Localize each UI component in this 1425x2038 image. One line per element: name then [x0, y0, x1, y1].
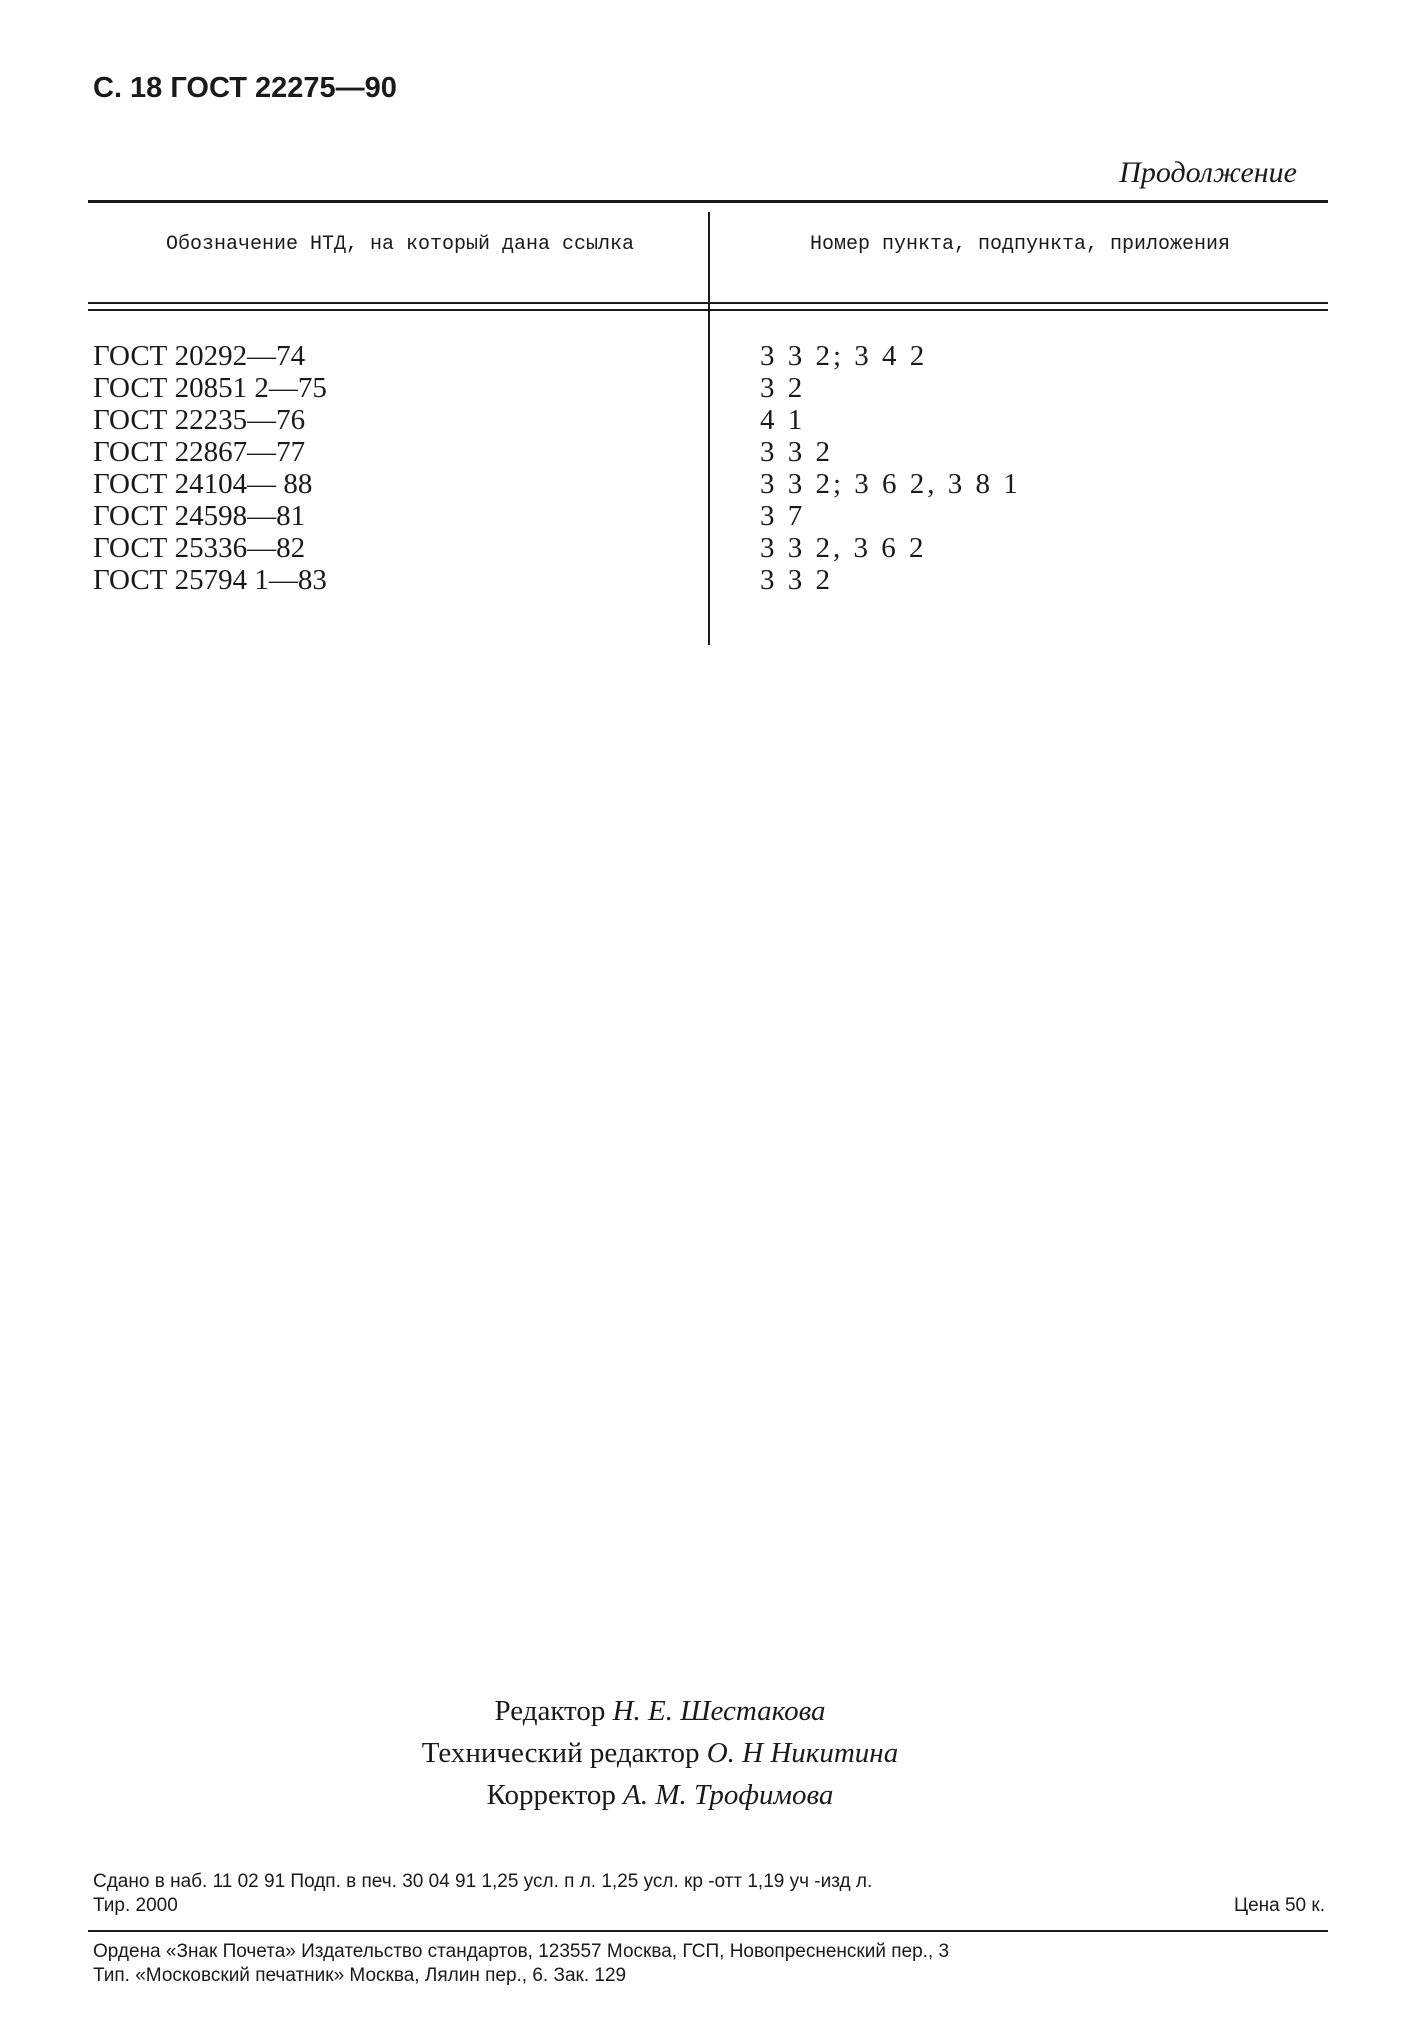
- table-cell-items: 3 3 2: [760, 436, 833, 468]
- column-header-items: Номер пункта, подпункта, приложения: [809, 233, 1231, 256]
- printing-house-line: Тип. «Московский печатник» Москва, Лялин пер., 6. Зак. 129: [93, 1965, 627, 1986]
- table-cell-items: 3 3 2, 3 6 2: [760, 532, 927, 564]
- credit-person: О. Н Никитина: [706, 1737, 899, 1769]
- credit-role: Редактор: [494, 1695, 606, 1727]
- print-run-and-price: [93, 1894, 1325, 1918]
- table-cell-items: 4 1: [760, 404, 806, 436]
- table-cell-items: 3 7: [760, 500, 806, 532]
- print-run: Тир. 2000: [93, 1895, 178, 1916]
- credit-person: Н. Е. Шестакова: [612, 1695, 826, 1727]
- continuation-label: Продолжение: [1119, 156, 1297, 189]
- table-cell-items: 3 3 2; 3 6 2, 3 8 1: [760, 468, 1021, 500]
- table-top-rule: [88, 200, 1328, 203]
- imprint-rule: [88, 1930, 1328, 1932]
- table-cell-designation: ГОСТ 20292—74: [93, 340, 306, 372]
- credit-technical-editor: [0, 1732, 1320, 1774]
- publisher-details: [93, 1940, 1325, 1988]
- credit-editor: [0, 1690, 1320, 1732]
- credits-block: [0, 1690, 1320, 1816]
- table-cell-designation: ГОСТ 25794 1—83: [93, 564, 327, 596]
- page-header: С. 18 ГОСТ 22275—90: [93, 72, 397, 104]
- credit-proofreader: [0, 1774, 1320, 1816]
- credit-person: А. М. Трофимова: [623, 1779, 834, 1811]
- table-cell-designation: ГОСТ 24104— 88: [93, 468, 313, 500]
- column-divider: [708, 212, 710, 645]
- table-cell-items: 3 3 2; 3 4 2: [760, 340, 928, 372]
- items-column: [760, 340, 1021, 596]
- price: Цена 50 к.: [1234, 1895, 1325, 1916]
- print-details-line: Сдано в наб. 11 02 91 Подп. в печ. 30 04 91 1,25 усл. п л. 1,25 усл. кр -отт 1,19 уч -изд л.: [93, 1871, 873, 1892]
- table-cell-items: 3 2: [760, 372, 806, 404]
- publisher-line: Ордена «Знак Почета» Издательство стандартов, 123557 Москва, ГСП, Новопресненский пер., 3: [93, 1941, 950, 1962]
- credit-role: Технический редактор: [421, 1737, 700, 1769]
- column-header-designation: Обозначение НТД, на который дана ссылка: [165, 233, 635, 256]
- table-cell-designation: ГОСТ 25336—82: [93, 532, 306, 564]
- credit-role: Корректор: [486, 1779, 616, 1811]
- table-cell-designation: ГОСТ 22235—76: [93, 404, 306, 436]
- table-cell-items: 3 3 2: [760, 564, 833, 596]
- table-cell-designation: ГОСТ 22867—77: [93, 436, 306, 468]
- table-cell-designation: ГОСТ 20851 2—75: [93, 372, 327, 404]
- table-cell-designation: ГОСТ 24598—81: [93, 500, 306, 532]
- print-details: [93, 1870, 1325, 1918]
- designation-column: [93, 340, 327, 596]
